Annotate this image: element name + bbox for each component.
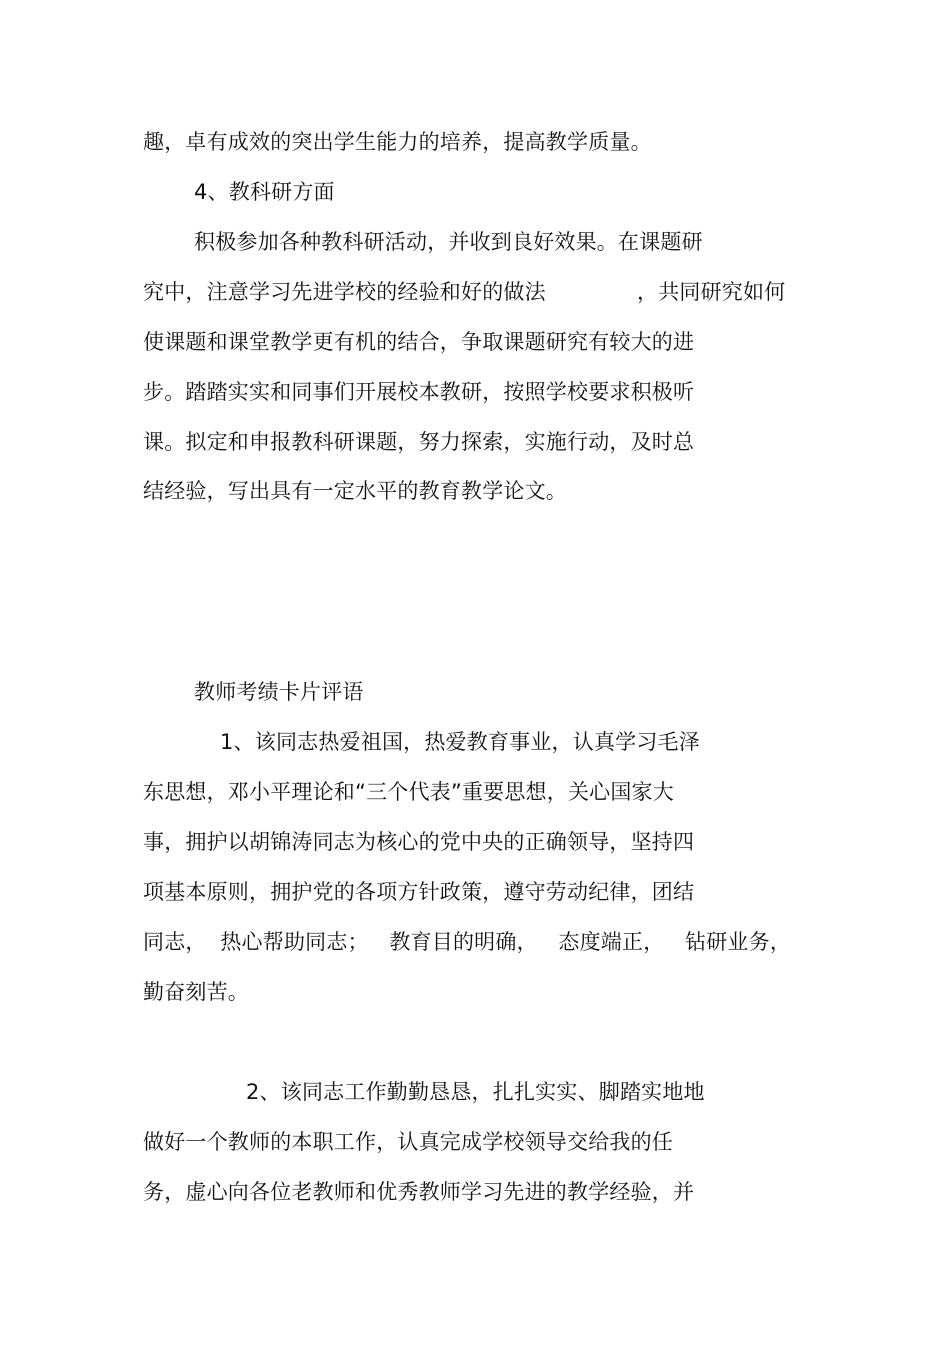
text-line: 项基本原则，拥护党的各项方针政策，遵守劳动纪律，团结 — [143, 880, 695, 904]
text-line: 东思想，邓小平理论和“三个代表”重要思想，关心国家大 — [143, 780, 674, 804]
section-heading: 4、教科研方面 — [194, 180, 335, 204]
text-line: 同志， 热心帮助同志； 教育目的明确， 态度端正， 钻研业务， — [143, 930, 792, 954]
text-line: 勤奋刻苦。 — [143, 980, 249, 1004]
text-line: ，共同研究如何 — [637, 280, 786, 304]
text-line: 使课题和课堂教学更有机的结合，争取课题研究有较大的进 — [143, 330, 695, 354]
text-line: 1、该同志热爱祖国，热爱教育事业，认真学习毛泽 — [220, 730, 700, 754]
text-line: 积极参加各种教科研活动，并收到良好效果。在课题研 — [194, 230, 703, 254]
text-line: 2、该同志工作勤勤恳恳，扎扎实实、脚踏实地地 — [246, 1080, 705, 1104]
section-title: 教师考绩卡片评语 — [194, 680, 364, 704]
text-line: 结经验，写出具有一定水平的教育教学论文。 — [143, 479, 567, 503]
text-line: 事，拥护以胡锦涛同志为核心的党中央的正确领导，坚持四 — [143, 830, 695, 854]
text-line: 做好一个教师的本职工作，认真完成学校领导交给我的任 — [143, 1130, 673, 1154]
text-line: 务，虚心向各位老教师和优秀教师学习先进的教学经验，并 — [143, 1180, 695, 1204]
text-line: 课。拟定和申报教科研课题，努力探索，实施行动，及时总 — [143, 430, 695, 454]
text-line: 步。踏踏实实和同事们开展校本教研，按照学校要求积极听 — [143, 380, 695, 404]
text-line: 趣，卓有成效的突出学生能力的培养，提高教学质量。 — [143, 130, 652, 154]
text-line: 究中，注意学习先进学校的经验和好的做法 — [143, 280, 546, 304]
